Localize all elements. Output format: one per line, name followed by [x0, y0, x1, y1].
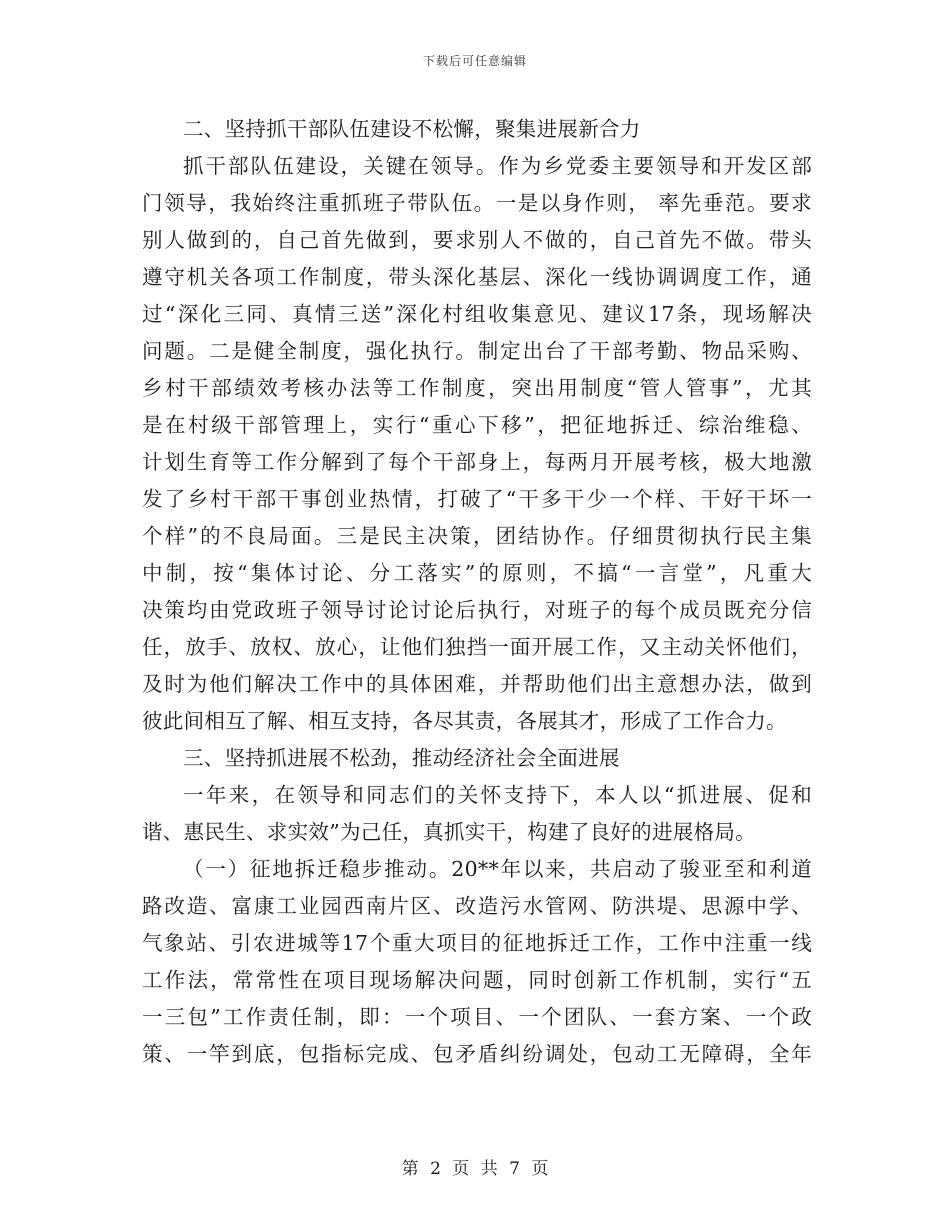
paragraph-line: 发了乡村干部干事创业热情，打破了“干多干少一个样、干好干坏一 [142, 487, 812, 511]
paragraph-line: 及时为他们解决工作中的具体困难，并帮助他们出主意想办法，做到 [142, 672, 812, 696]
paragraph-line: 一三包”工作责任制，即：一个项目、一个团队、一套方案、一个政 [142, 1005, 812, 1029]
paragraph-line: 中制，按“集体讨论、分工落实”的原则，不搞“一言堂”，凡重大 [142, 561, 812, 585]
paragraph-line: 决策均由党政班子领导讨论讨论后执行，对班子的每个成员既充分信 [142, 598, 812, 622]
paragraph-line: 遵守机关各项工作制度，带头深化基层、深化一线协调调度工作，通 [142, 265, 812, 289]
paragraph-line: 路改造、富康工业园西南片区、改造污水管网、防洪堤、思源中学、 [142, 894, 812, 918]
section-heading-3: 三、坚持抓进展不松劲，推动经济社会全面进展 [183, 746, 620, 770]
paragraph-line: 是在村级干部管理上，实行“重心下移”，把征地拆迁、综治维稳、 [142, 413, 812, 437]
paragraph-line: （一）征地拆迁稳步推动。20**年以来，共启动了骏亚至和利道 [183, 857, 812, 881]
paragraph-line: 门领导，我始终注重抓班子带队伍。一是以身作则， 率先垂范。要求 [142, 191, 812, 215]
paragraph-line: 计划生育等工作分解到了每个干部身上，每两月开展考核，极大地激 [142, 450, 812, 474]
paragraph-line: 气象站、引农进城等17个重大项目的征地拆迁工作，工作中注重一线 [142, 931, 812, 955]
paragraph-line: 问题。二是健全制度，强化执行。制定出台了干部考勤、物品采购、 [142, 339, 812, 363]
paragraph-line: 一年来，在领导和同志们的关怀支持下，本人以“抓进展、促和 [183, 783, 812, 807]
paragraph-line: 个样”的不良局面。三是民主决策，团结协作。仔细贯彻执行民主集 [142, 524, 812, 548]
page-number: 第 2 页 共 7 页 [401, 1159, 549, 1179]
paragraph-line: 别人做到的，自己首先做到，要求别人不做的，自己首先不做。带头 [142, 228, 812, 252]
paragraph-line: 谐、惠民生、求实效”为己任，真抓实干，构建了良好的进展格局。 [142, 820, 756, 844]
section-heading-2: 二、坚持抓干部队伍建设不松懈，聚集进展新合力 [183, 117, 641, 141]
paragraph-line: 彼此间相互了解、相互支持，各尽其责，各展其才，形成了工作合力。 [142, 709, 787, 733]
paragraph-line: 抓干部队伍建设，关键在领导。作为乡党委主要领导和开发区部 [183, 154, 812, 178]
paragraph-line: 任，放手、放权、放心，让他们独挡一面开展工作，又主动关怀他们， [142, 635, 812, 659]
paragraph-line: 工作法，常常性在项目现场解决问题，同时创新工作机制，实行“五 [142, 968, 812, 992]
paragraph-line: 乡村干部绩效考核办法等工作制度，突出用制度“管人管事”，尤其 [142, 376, 812, 400]
page-header-note: 下载后可任意编辑 [422, 54, 527, 68]
paragraph-line: 过“深化三同、真情三送”深化村组收集意见、建议17条，现场解决 [142, 302, 812, 326]
paragraph-line: 策、一竿到底，包指标完成、包矛盾纠纷调处，包动工无障碍，全年 [142, 1042, 812, 1066]
document-body [142, 111, 812, 1073]
